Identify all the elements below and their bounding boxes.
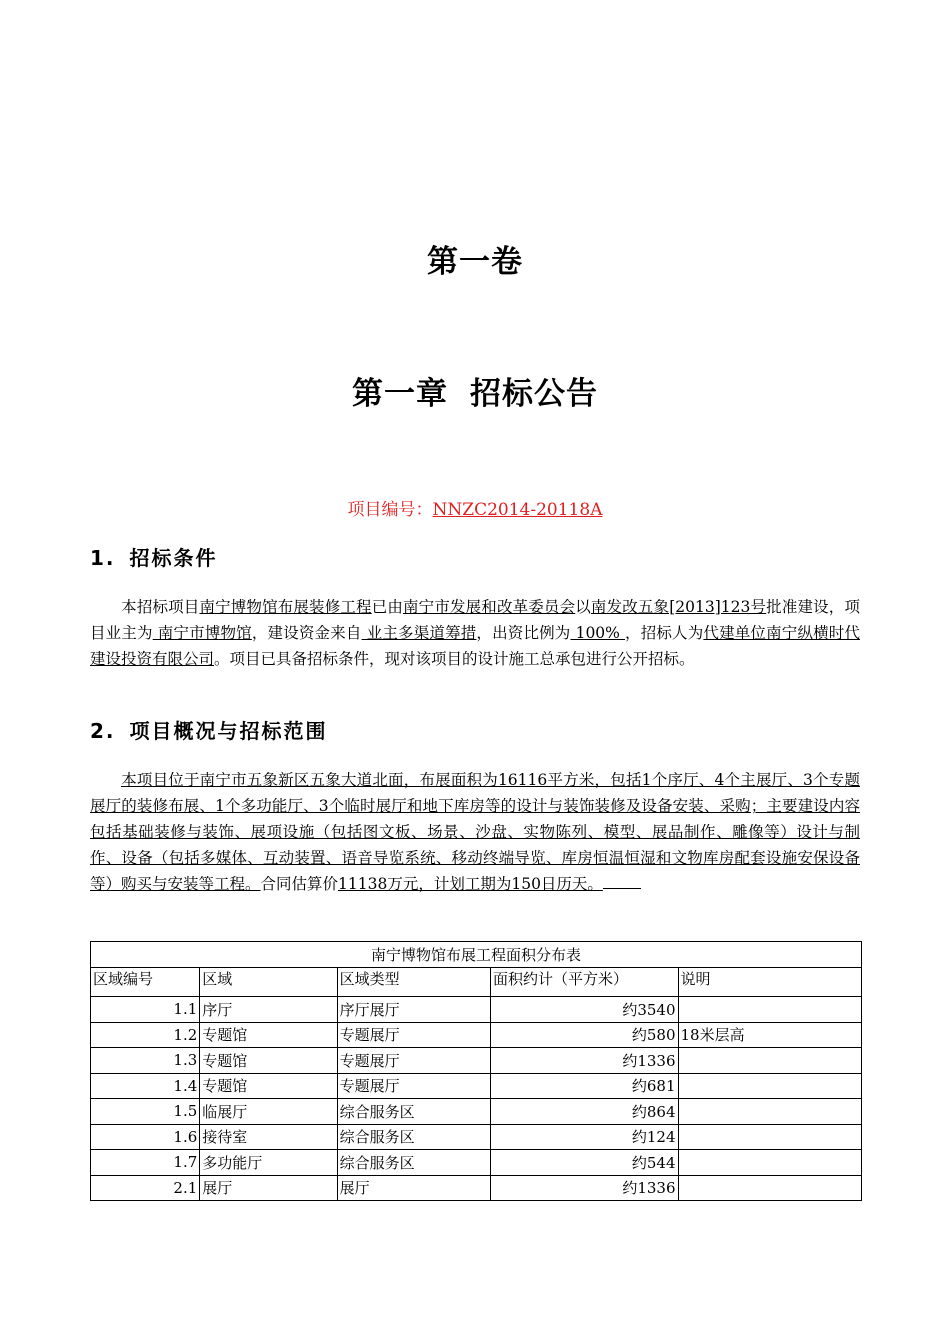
table-row bbox=[91, 1048, 862, 1074]
cell-size: 约681 bbox=[491, 1073, 678, 1099]
project-number bbox=[0, 495, 950, 520]
table-row bbox=[91, 1124, 862, 1150]
cell-type: 综合服务区 bbox=[337, 1099, 490, 1125]
cell-note: 18米层高 bbox=[678, 1022, 862, 1048]
section-title: 项目概况与招标范围 bbox=[129, 719, 328, 743]
table-row bbox=[91, 1099, 862, 1125]
table-row bbox=[91, 1073, 862, 1099]
project-owner: 南宁市博物馆 bbox=[152, 624, 252, 642]
section-number: 1. bbox=[90, 546, 116, 570]
text: 以 bbox=[575, 598, 591, 616]
cell-size: 约580 bbox=[491, 1022, 678, 1048]
table-row bbox=[91, 997, 862, 1023]
cell-id: 1.7 bbox=[91, 1150, 200, 1176]
project-number-value: NNZC2014-20118A bbox=[432, 500, 603, 520]
table-row bbox=[91, 1022, 862, 1048]
cell-id: 2.1 bbox=[91, 1175, 200, 1201]
table-row bbox=[91, 1150, 862, 1176]
column-header: 面积约计（平方米） bbox=[491, 968, 678, 997]
project-name: 南宁博物馆布展装修工程 bbox=[199, 598, 372, 616]
chapter-number: 第一章 bbox=[352, 376, 448, 412]
cell-area: 序厅 bbox=[200, 997, 337, 1023]
cell-type: 综合服务区 bbox=[337, 1124, 490, 1150]
column-header: 区域类型 bbox=[337, 968, 490, 997]
cell-area: 专题馆 bbox=[200, 1048, 337, 1074]
cell-type: 专题展厅 bbox=[337, 1048, 490, 1074]
cell-type: 展厅 bbox=[337, 1175, 490, 1201]
cell-area: 接待室 bbox=[200, 1124, 337, 1150]
cell-size: 约124 bbox=[491, 1124, 678, 1150]
cell-area: 展厅 bbox=[200, 1175, 337, 1201]
cell-id: 1.2 bbox=[91, 1022, 200, 1048]
cell-size: 约864 bbox=[491, 1099, 678, 1125]
cell-note bbox=[678, 1175, 862, 1201]
text: ，建设资金来自 bbox=[251, 624, 362, 642]
text: ，出资比例为 bbox=[476, 624, 571, 642]
cell-note bbox=[678, 1099, 862, 1125]
area-distribution-table bbox=[90, 941, 862, 1201]
cell-size: 约544 bbox=[491, 1150, 678, 1176]
bidding-conditions-paragraph bbox=[90, 594, 860, 672]
cell-note bbox=[678, 1124, 862, 1150]
table-row bbox=[91, 1175, 862, 1201]
project-number-label: 项目编号： bbox=[347, 500, 433, 520]
table-caption: 南宁博物馆布展工程面积分布表 bbox=[91, 942, 862, 968]
column-header: 说明 bbox=[678, 968, 862, 997]
cell-area: 多功能厅 bbox=[200, 1150, 337, 1176]
text: ，招标人为 bbox=[625, 624, 704, 642]
volume-title: 第一卷 bbox=[427, 244, 523, 280]
approval-document: 南发改五象[2013]123号 bbox=[590, 598, 767, 616]
cell-area: 专题馆 bbox=[200, 1073, 337, 1099]
text: 已由 bbox=[371, 598, 404, 616]
text: 合同估算价 bbox=[260, 875, 339, 893]
cell-id: 1.4 bbox=[91, 1073, 200, 1099]
chapter-title bbox=[0, 368, 950, 413]
cell-area: 专题馆 bbox=[200, 1022, 337, 1048]
cell-size: 约1336 bbox=[491, 1175, 678, 1201]
contract-price: 11138万元，计划工期为150日历天。 bbox=[338, 875, 603, 893]
cell-size: 约3540 bbox=[491, 997, 678, 1023]
approver: 南宁市发展和改革委员会 bbox=[403, 598, 576, 616]
section-number: 2. bbox=[90, 719, 116, 743]
project-overview-paragraph bbox=[90, 767, 860, 897]
cell-type: 序厅展厅 bbox=[337, 997, 490, 1023]
cell-area: 临展厅 bbox=[200, 1099, 337, 1125]
cell-note bbox=[678, 1048, 862, 1074]
text: 批准建设，项目业主为 bbox=[90, 598, 860, 642]
fund-source: 业主多渠道筹措 bbox=[361, 624, 477, 642]
cell-id: 1.1 bbox=[91, 997, 200, 1023]
cell-id: 1.3 bbox=[91, 1048, 200, 1074]
section-title: 招标条件 bbox=[129, 546, 218, 570]
section-heading-2 bbox=[90, 715, 328, 744]
cell-type: 综合服务区 bbox=[337, 1150, 490, 1176]
cell-note bbox=[678, 1150, 862, 1176]
chapter-name: 招标公告 bbox=[470, 376, 598, 412]
text: 。项目已具备招标条件，现对该项目的设计施工总承包进行公开招标。 bbox=[214, 650, 695, 668]
cell-type: 专题展厅 bbox=[337, 1073, 490, 1099]
column-header: 区域编号 bbox=[91, 968, 200, 997]
investment-ratio: 100% bbox=[570, 624, 626, 642]
cell-type: 专题展厅 bbox=[337, 1022, 490, 1048]
section-heading-1 bbox=[90, 542, 218, 571]
cell-note bbox=[678, 1073, 862, 1099]
text: 本招标项目 bbox=[121, 598, 200, 616]
cell-id: 1.6 bbox=[91, 1124, 200, 1150]
project-scope: 本项目位于南宁市五象新区五象大道北面，布展面积为16116平方米，包括1个序厅、4个主展厅、3个专题展厅的装修布展、1个多功能厅、3个临时展厅和地下库房等的设计与装饰装修及设备安装、采购；主要建设内容包括基础装修与装饰、展项设施（包括图文板、场景、沙盘、实物陈列、模型、展品制作、雕像等）设计与制作、设备（包括多媒体、互动装置、语音导览系统、移动终端导览、库房恒温恒湿和文物库房配套设施安保设备等）购买与安装等工程。 bbox=[90, 771, 860, 893]
cell-size: 约1336 bbox=[491, 1048, 678, 1074]
column-header: 区域 bbox=[200, 968, 337, 997]
tenderer: 代建单位南宁纵横时代建设投资有限公司 bbox=[90, 624, 860, 668]
cell-note bbox=[678, 997, 862, 1023]
cell-id: 1.5 bbox=[91, 1099, 200, 1125]
